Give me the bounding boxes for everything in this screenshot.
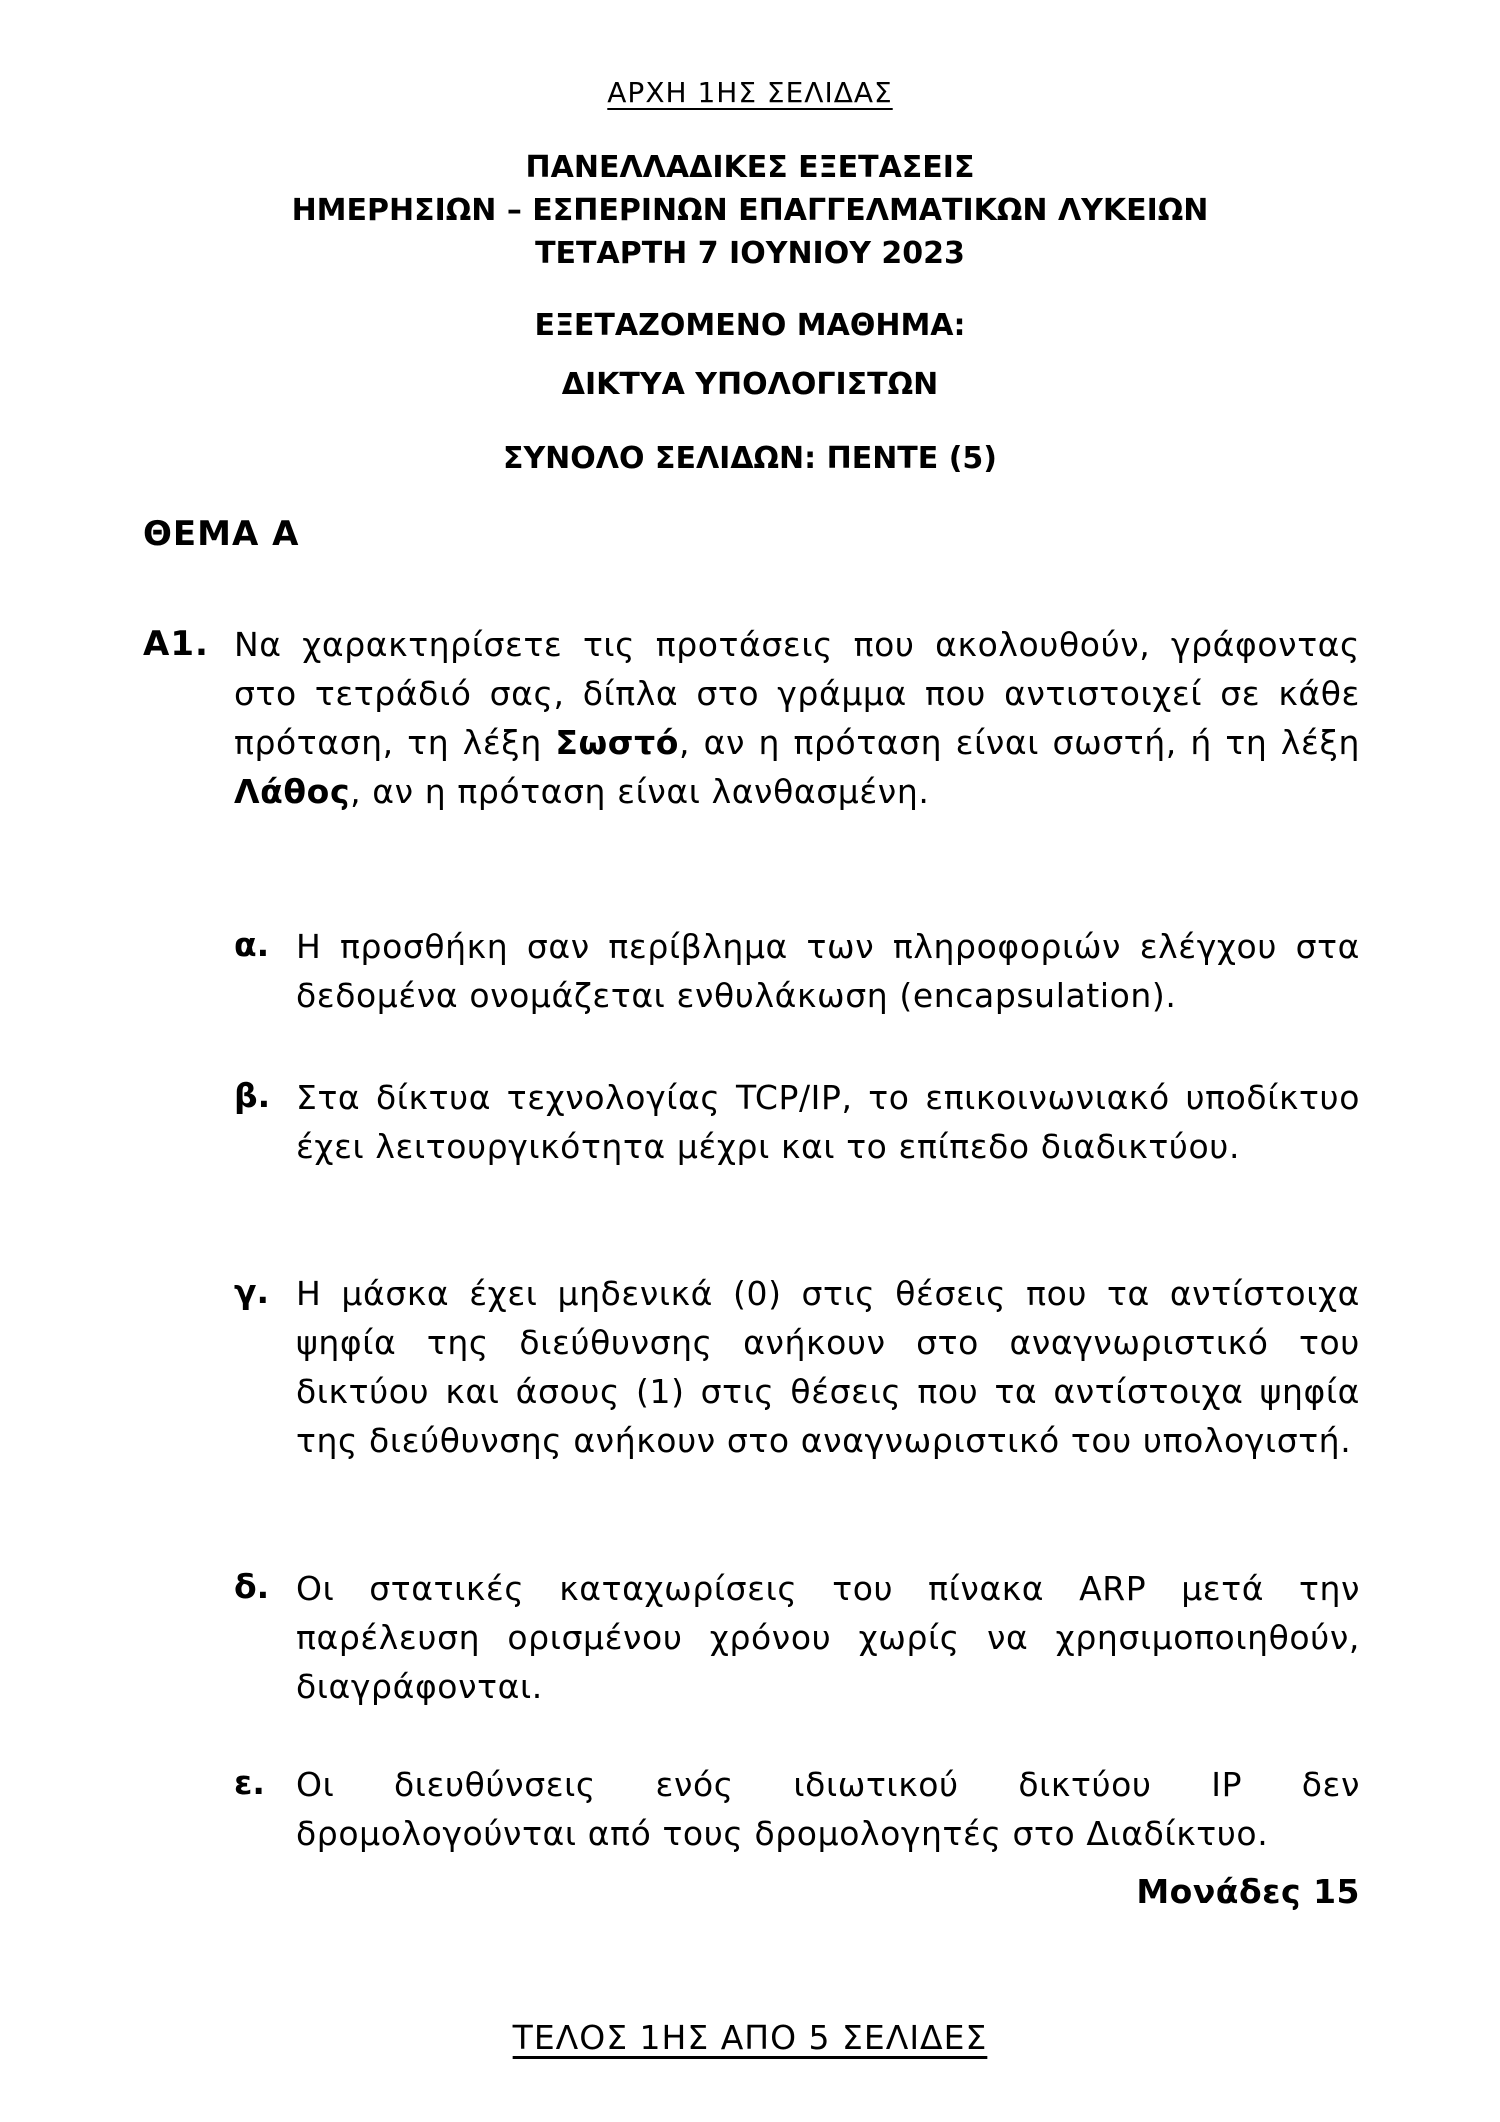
subject-name: ΔΙΚΤΥΑ ΥΠΟΛΟΓΙΣΤΩΝ xyxy=(561,367,939,402)
statement-letter: β. xyxy=(234,1076,271,1115)
statement-letter: α. xyxy=(234,925,270,964)
statement-text: Οι διευθύνσεις ενός ιδιωτικού δικτύου IP δεν δρομολογούνται από τους δρομολογητές στο Διαδίκτυο. xyxy=(296,1765,1360,1853)
marks-value: Μονάδες 15 xyxy=(1136,1872,1360,1911)
subject-label: ΕΞΕΤΑΖΟΜΕΝΟ ΜΑΘΗΜΑ: xyxy=(534,308,966,343)
question-instructions xyxy=(234,620,1360,816)
exam-title xyxy=(0,146,1500,275)
page-end-marker: ΤΕΛΟΣ 1ΗΣ ΑΠΟ 5 ΣΕΛΙΔΕΣ xyxy=(512,2018,988,2057)
page-start-marker: ΑΡΧΗ 1ΗΣ ΣΕΛΙΔΑΣ xyxy=(607,76,893,109)
exam-date: ΤΕΤΑΡΤΗ 7 ΙΟΥΝΙΟΥ 2023 xyxy=(535,236,965,271)
instruction-text: , αν η πρόταση είναι λανθασμένη. xyxy=(350,772,930,811)
statement-letter: δ. xyxy=(234,1567,270,1606)
wrong-keyword: Λάθος xyxy=(234,772,351,811)
statement-letter: ε. xyxy=(234,1763,265,1802)
instruction-text: , αν η πρόταση είναι σωστή, ή τη λέξη xyxy=(679,723,1360,762)
statement-text: Η προσθήκη σαν περίβλημα των πληροφοριών ελέγχου στα δεδομένα ονομάζεται ενθυλάκωση (encapsulation). xyxy=(296,927,1360,1015)
section-heading: ΘΕΜΑ Α xyxy=(143,514,300,554)
correct-keyword: Σωστό xyxy=(555,723,679,762)
pages-total: ΣΥΝΟΛΟ ΣΕΛΙΔΩΝ: ΠΕΝΤΕ (5) xyxy=(502,441,998,476)
exam-title-line: ΗΜΕΡΗΣΙΩΝ – ΕΣΠΕΡΙΝΩΝ ΕΠΑΓΓΕΛΜΑΤΙΚΩΝ ΛΥΚΕΙΩΝ xyxy=(291,193,1209,228)
statement-text: Οι στατικές καταχωρίσεις του πίνακα ARP μετά την παρέλευση ορισμένου χρόνου χωρίς να χρησιμοποιηθούν, διαγράφονται. xyxy=(296,1569,1360,1706)
statement-letter: γ. xyxy=(234,1272,270,1311)
exam-title-line: ΠΑΝΕΛΛΑΔΙΚΕΣ ΕΞΕΤΑΣΕΙΣ xyxy=(525,150,975,185)
question-number: Α1. xyxy=(143,624,209,664)
statement-text: Η μάσκα έχει μηδενικά (0) στις θέσεις που τα αντίστοιχα ψηφία της διεύθυνσης ανήκουν στο αναγνωριστικό του δικτύου και άσους (1) στις θέσεις που τα αντίστοιχα ψηφία της διεύθυνσης ανήκουν στο αναγνωριστικό του υπολογιστή. xyxy=(296,1274,1360,1460)
statement-text: Στα δίκτυα τεχνολογίας TCP/IP, το επικοινωνιακό υποδίκτυο έχει λειτουργικότητα μέχρι και το επίπεδο διαδικτύου. xyxy=(296,1078,1360,1166)
instruction-text: Να χαρακτηρίσετε τις προτάσεις που ακολουθούν, γράφοντας στο τετράδιό σας, δίπλα στο γράμμα που αντιστοιχεί σε κάθε πρόταση, τη λέξη xyxy=(234,625,1360,762)
